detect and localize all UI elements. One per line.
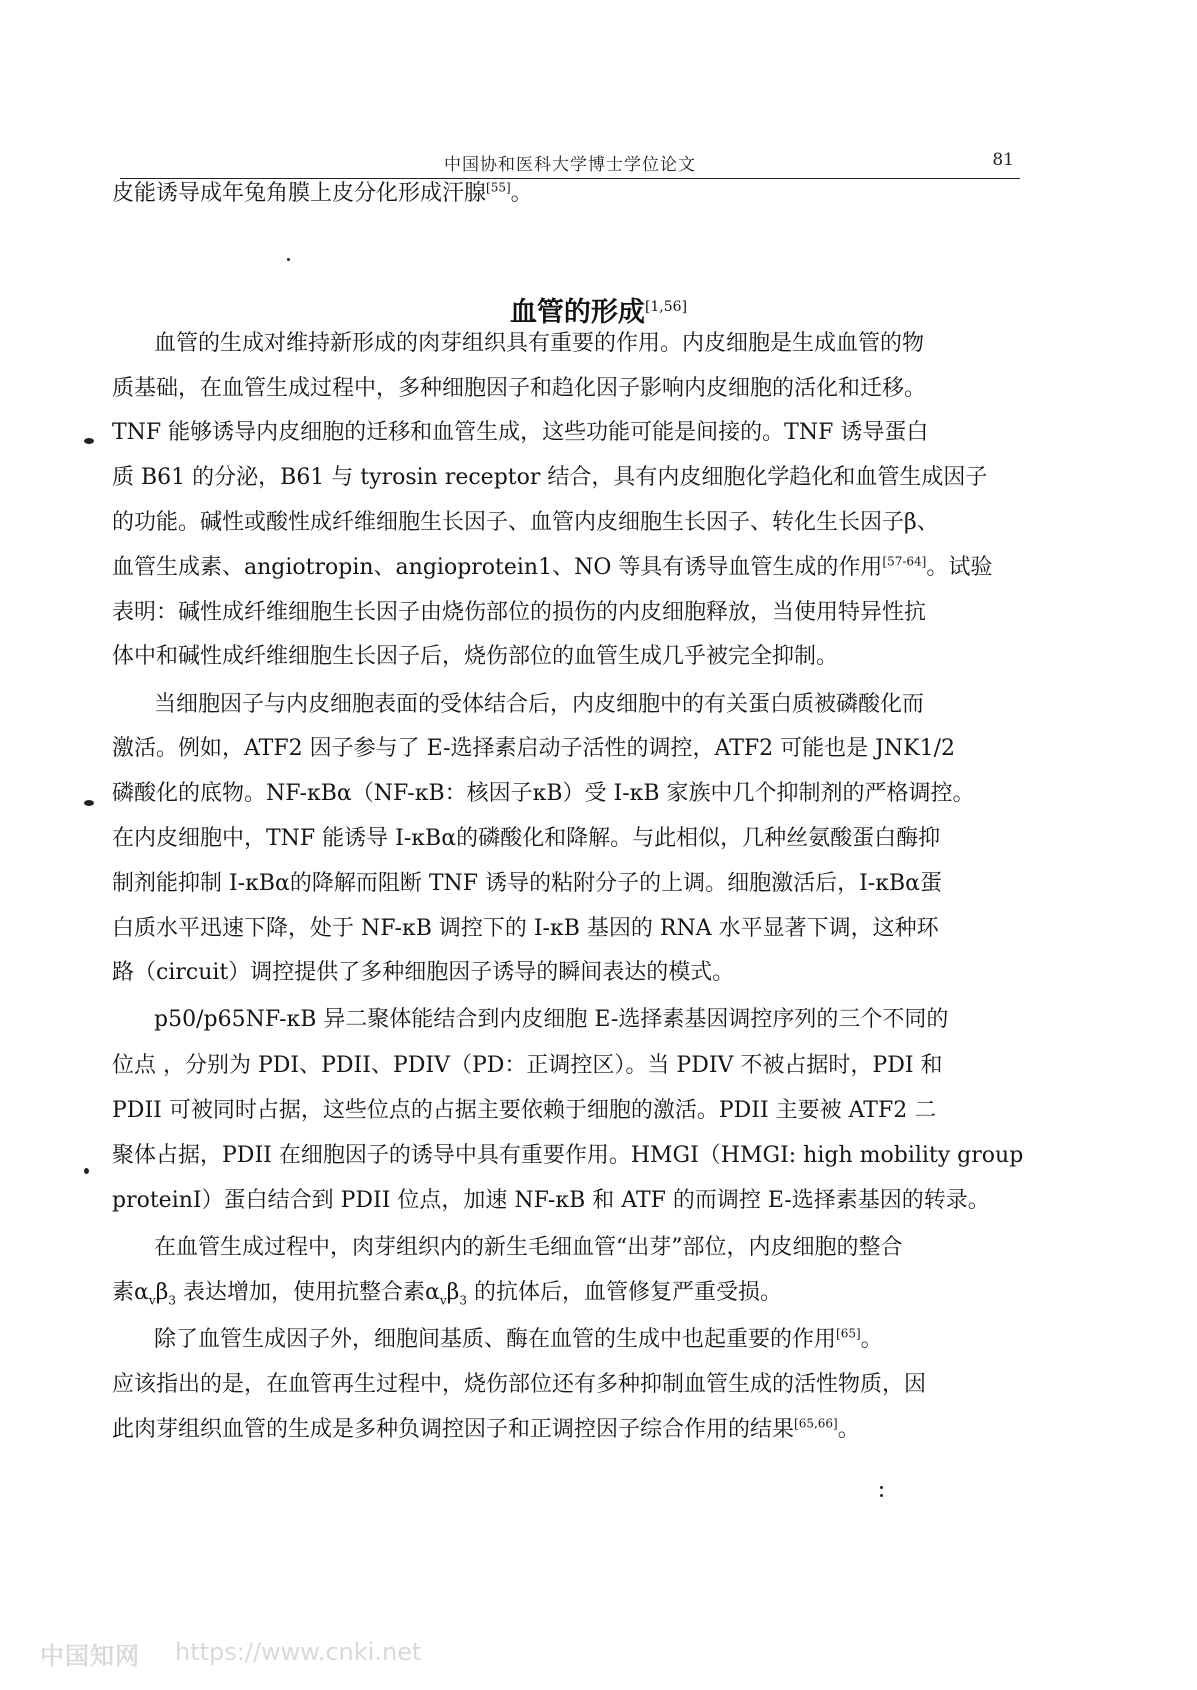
scan-mark	[287, 258, 290, 261]
paragraph-1-line-5: 的功能。碱性或酸性成纤维细胞生长因子、血管内皮细胞生长因子、转化生长因子β、	[112, 510, 939, 535]
paragraph-2-line-5: 制剂能抑制 I-κBα的降解而阻断 TNF 诱导的粘附分子的上调。细胞激活后，I-κBα蛋	[112, 871, 942, 896]
paragraph-3-line-2: 位点 ，分别为 PDI、PDII、PDIV（PD：正调控区）。当 PDIV 不被占据时，PDI 和	[112, 1053, 943, 1078]
page-header	[120, 148, 1020, 179]
paragraph-2-line-2: 激活。例如，ATF2 因子参与了 E-选择素启动子活性的调控，ATF2 可能也是 JNK1/2	[112, 736, 956, 761]
paragraph-2-line-7: 路（circuit）调控提供了多种细胞因子诱导的瞬间表达的模式。	[112, 960, 735, 985]
cnki-watermark-url: https://www.cnki.net	[175, 1638, 422, 1666]
cnki-watermark-logo: 中国知网	[40, 1642, 140, 1670]
scan-mark	[84, 1168, 89, 1174]
paragraph-3-line-4: 聚体占据，PDII 在细胞因子的诱导中具有重要作用。HMGI（HMGI: high mobility group	[112, 1143, 1024, 1168]
paragraph-4-line-1: 在血管生成过程中，肉芽组织内的新生毛细血管“出芽”部位，内皮细胞的整合	[154, 1235, 903, 1260]
paragraph-5-line-2: 应该指出的是，在血管再生过程中，烧伤部位还有多种抑制血管生成的活性物质，因	[112, 1372, 927, 1397]
paragraph-5-line-3: 此肉芽组织血管的生成是多种负调控因子和正调控因子综合作用的结果[65,66]。	[112, 1416, 860, 1442]
scan-mark	[84, 438, 94, 444]
scan-mark	[880, 1494, 883, 1497]
paragraph-1-line-6: 血管生成素、angiotropin、angioprotein1、NO 等具有诱导血管生成的作用[57-64]。试验	[112, 554, 993, 580]
paragraph-1-line-4: 质 B61 的分泌，B61 与 tyrosin receptor 结合，具有内皮细胞化学趋化和血管生成因子	[112, 465, 988, 490]
paragraph-2-line-6: 白质水平迅速下降，处于 NF-κB 调控下的 I-κB 基因的 RNA 水平显著下调，这种环	[112, 916, 939, 941]
paragraph-1-line-3: TNF 能够诱导内皮细胞的迁移和血管生成，这些功能可能是间接的。TNF 诱导蛋白	[112, 420, 929, 445]
paragraph-3-line-5: proteinI）蛋白结合到 PDII 位点，加速 NF-κB 和 ATF 的而调控 E-选择素基因的转录。	[112, 1188, 990, 1213]
paragraph-1-line-8: 体中和碱性成纤维细胞生长因子后，烧伤部位的血管生成几乎被完全抑制。	[112, 644, 839, 669]
scan-mark	[84, 800, 94, 806]
section-title: 血管的形成[1,56]	[509, 297, 688, 328]
page-number: 81	[992, 150, 1014, 170]
paragraph-4-line-2: 素$\alpha_v\beta_3$ 表达增加，使用抗整合素$\alpha_v\beta_3$ 的抗体后，血管修复严重受损。	[112, 1280, 782, 1308]
paragraph-2-line-1: 当细胞因子与内皮细胞表面的受体结合后，内皮细胞中的有关蛋白质被磷酸化而	[154, 692, 925, 717]
continued-line: 皮能诱导成年兔角膜上皮分化形成汗腺[55]。	[112, 180, 533, 206]
paragraph-3-line-1: p50/p65NF-κB 异二聚体能结合到内皮细胞 E-选择素基因调控序列的三个不同的	[154, 1007, 949, 1032]
paragraph-2-line-4: 在内皮细胞中，TNF 能诱导 I-κBα的磷酸化和降解。与此相似，几种丝氨酸蛋白酶抑	[112, 826, 941, 851]
paragraph-1-line-1: 血管的生成对维持新形成的肉芽组织具有重要的作用。内皮细胞是生成血管的物	[154, 331, 925, 356]
paragraph-2-line-3: 磷酸化的底物。NF-κBα（NF-κB：核因子κB）受 I-κB 家族中几个抑制剂的严格调控。	[112, 781, 975, 806]
paragraph-1-line-2: 质基础，在血管生成过程中，多种细胞因子和趋化因子影响内皮细胞的活化和迁移。	[112, 376, 927, 401]
scan-mark	[880, 1486, 883, 1489]
header-title: 中国协和医科大学博士学位论文	[444, 155, 696, 175]
paragraph-1-line-7: 表明：碱性成纤维细胞生长因子由烧伤部位的损伤的内皮细胞释放，当使用特异性抗	[112, 600, 927, 625]
paragraph-3-line-3: PDII 可被同时占据，这些位点的占据主要依赖于细胞的激活。PDII 主要被 ATF2 二	[112, 1098, 937, 1123]
paragraph-5-line-1: 除了血管生成因子外，细胞间基质、酶在血管的生成中也起重要的作用[65]。	[154, 1326, 883, 1352]
